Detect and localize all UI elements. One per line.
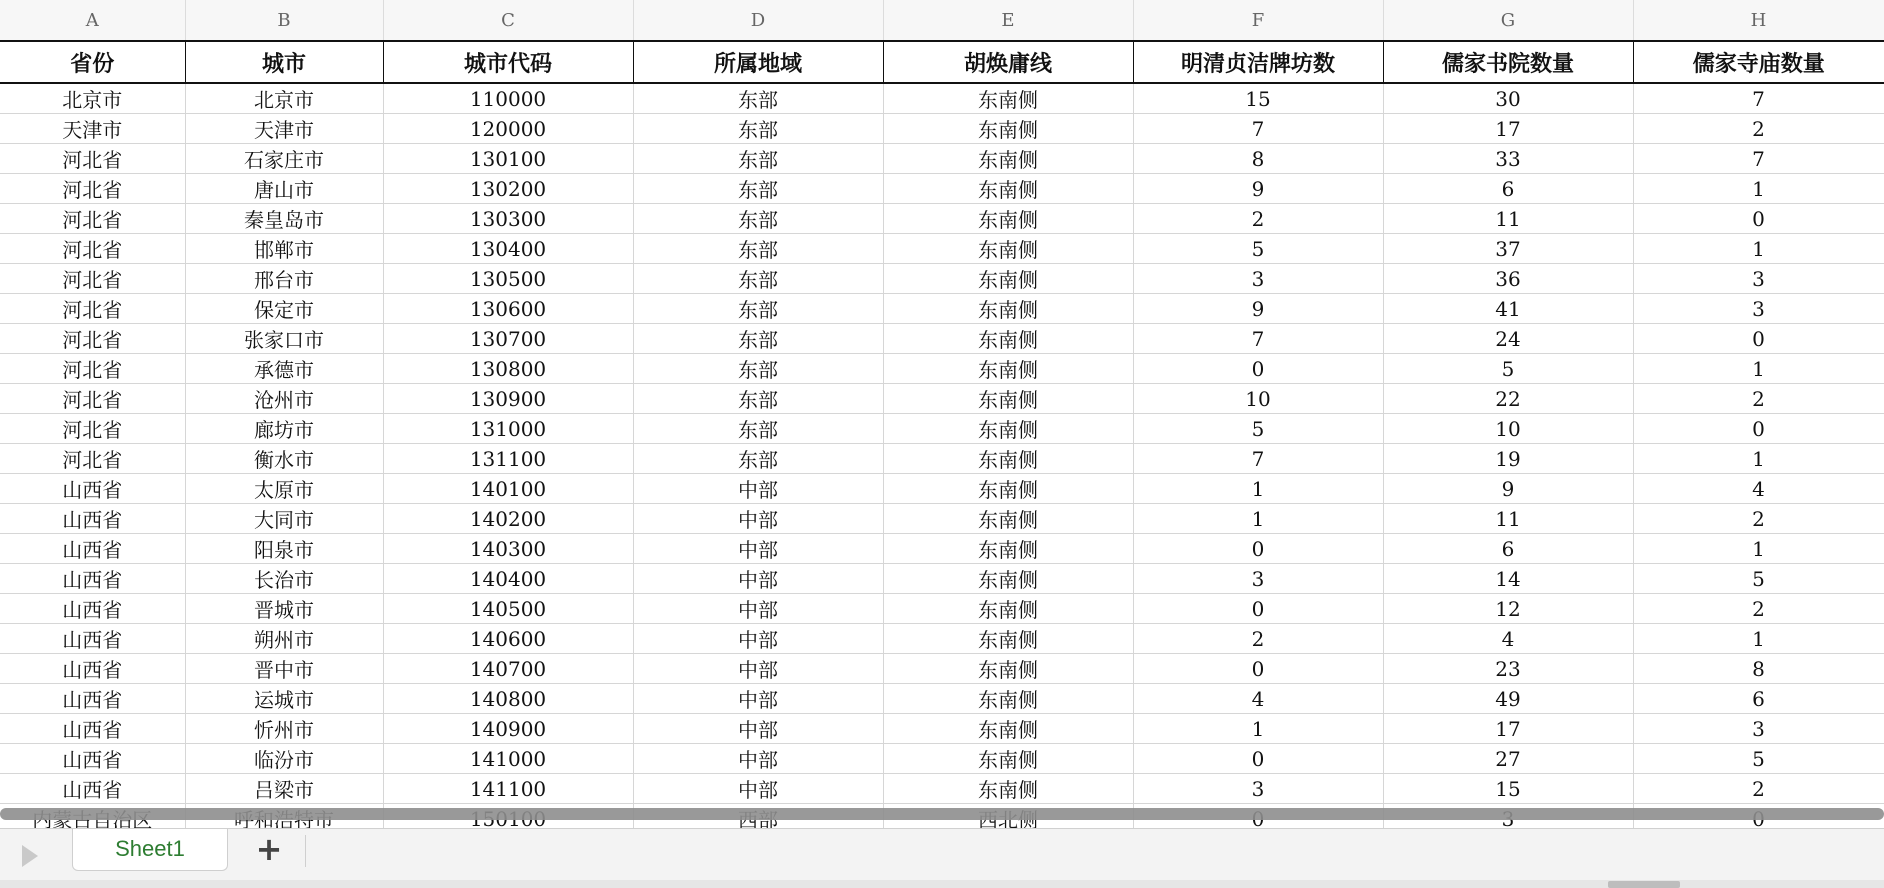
table-row xyxy=(0,264,1884,294)
table-row xyxy=(0,324,1884,354)
table-cell[interactable]: 33 xyxy=(1383,144,1633,174)
table-cell[interactable]: 东南侧 xyxy=(883,144,1133,174)
header-cell[interactable]: 胡焕庸线 xyxy=(883,41,1133,83)
table-cell[interactable]: 东南侧 xyxy=(883,354,1133,384)
table-cell[interactable]: 河北省 xyxy=(0,264,185,294)
table-cell[interactable]: 130600 xyxy=(383,294,633,324)
table-cell[interactable]: 2 xyxy=(1133,624,1383,654)
table-cell[interactable]: 0 xyxy=(1133,354,1383,384)
table-cell[interactable]: 140100 xyxy=(383,474,633,504)
header-cell[interactable]: 儒家寺庙数量 xyxy=(1633,41,1884,83)
table-cell[interactable]: 运城市 xyxy=(185,684,383,714)
table-cell[interactable]: 130100 xyxy=(383,144,633,174)
table-cell[interactable]: 2 xyxy=(1633,774,1884,804)
table-cell[interactable]: 140700 xyxy=(383,654,633,684)
table-cell[interactable]: 东部 xyxy=(633,414,883,444)
table-cell[interactable]: 河北省 xyxy=(0,384,185,414)
table-row xyxy=(0,114,1884,144)
table-cell[interactable]: 东南侧 xyxy=(883,624,1133,654)
table-cell[interactable]: 山西省 xyxy=(0,504,185,534)
table-cell[interactable]: 141000 xyxy=(383,744,633,774)
header-cell[interactable]: 明清贞洁牌坊数 xyxy=(1133,41,1383,83)
table-row xyxy=(0,714,1884,744)
table-cell[interactable]: 120000 xyxy=(383,114,633,144)
table-cell[interactable]: 长治市 xyxy=(185,564,383,594)
table-cell[interactable]: 14 xyxy=(1383,564,1633,594)
table-cell[interactable]: 3 xyxy=(1633,714,1884,744)
table-cell[interactable]: 131000 xyxy=(383,414,633,444)
table-row xyxy=(0,384,1884,414)
table-cell[interactable]: 中部 xyxy=(633,774,883,804)
table-cell[interactable]: 大同市 xyxy=(185,504,383,534)
table-cell[interactable]: 东南侧 xyxy=(883,234,1133,264)
table-cell[interactable]: 1 xyxy=(1133,504,1383,534)
table-cell[interactable]: 110000 xyxy=(383,83,633,114)
table-cell[interactable]: 朔州市 xyxy=(185,624,383,654)
table-cell[interactable]: 24 xyxy=(1383,324,1633,354)
table-cell[interactable]: 27 xyxy=(1383,744,1633,774)
table-cell[interactable]: 东南侧 xyxy=(883,444,1133,474)
window-bottom-scroll-track xyxy=(0,880,1884,888)
table-cell[interactable]: 9 xyxy=(1383,474,1633,504)
table-row xyxy=(0,504,1884,534)
table-row xyxy=(0,294,1884,324)
table-cell[interactable]: 唐山市 xyxy=(185,174,383,204)
table-row xyxy=(0,354,1884,384)
table-cell[interactable]: 140900 xyxy=(383,714,633,744)
table-cell[interactable]: 东部 xyxy=(633,114,883,144)
table-cell[interactable]: 1 xyxy=(1633,174,1884,204)
table-cell[interactable]: 晋城市 xyxy=(185,594,383,624)
table-cell[interactable]: 6 xyxy=(1383,174,1633,204)
table-cell[interactable]: 东部 xyxy=(633,324,883,354)
table-cell[interactable]: 承德市 xyxy=(185,354,383,384)
table-row xyxy=(0,744,1884,774)
table-cell[interactable]: 东南侧 xyxy=(883,384,1133,414)
table-cell[interactable]: 忻州市 xyxy=(185,714,383,744)
table-cell[interactable]: 北京市 xyxy=(185,83,383,114)
table-cell[interactable]: 东部 xyxy=(633,144,883,174)
table-cell[interactable]: 8 xyxy=(1133,144,1383,174)
table-cell[interactable]: 9 xyxy=(1133,174,1383,204)
table-cell[interactable]: 中部 xyxy=(633,684,883,714)
table-row xyxy=(0,414,1884,444)
table-cell[interactable]: 140600 xyxy=(383,624,633,654)
table-cell[interactable]: 3 xyxy=(1133,774,1383,804)
table-cell[interactable]: 河北省 xyxy=(0,204,185,234)
table-cell[interactable]: 中部 xyxy=(633,744,883,774)
table-cell[interactable]: 天津市 xyxy=(0,114,185,144)
table-cell[interactable]: 3 xyxy=(1133,264,1383,294)
table-cell[interactable]: 49 xyxy=(1383,684,1633,714)
table-cell[interactable]: 保定市 xyxy=(185,294,383,324)
table-cell[interactable]: 130700 xyxy=(383,324,633,354)
field-header-row xyxy=(0,41,1884,83)
table-cell[interactable]: 东南侧 xyxy=(883,684,1133,714)
column-letter-h[interactable]: H xyxy=(1633,0,1884,41)
table-cell[interactable]: 山西省 xyxy=(0,774,185,804)
table-cell[interactable]: 7 xyxy=(1133,324,1383,354)
table-cell[interactable]: 10 xyxy=(1133,384,1383,414)
table-cell[interactable]: 5 xyxy=(1383,354,1633,384)
table-cell[interactable]: 36 xyxy=(1383,264,1633,294)
table-cell[interactable]: 5 xyxy=(1133,414,1383,444)
table-cell[interactable]: 15 xyxy=(1133,83,1383,114)
table-cell[interactable]: 8 xyxy=(1633,654,1884,684)
table-cell[interactable]: 130500 xyxy=(383,264,633,294)
table-cell[interactable]: 11 xyxy=(1383,504,1633,534)
table-cell[interactable]: 22 xyxy=(1383,384,1633,414)
horizontal-scrollbar[interactable] xyxy=(0,808,1884,820)
column-letter-f[interactable]: F xyxy=(1133,0,1383,41)
table-cell[interactable]: 晋中市 xyxy=(185,654,383,684)
table-cell[interactable]: 东部 xyxy=(633,384,883,414)
table-cell[interactable]: 2 xyxy=(1133,204,1383,234)
table-cell[interactable]: 15 xyxy=(1383,774,1633,804)
table-cell[interactable]: 山西省 xyxy=(0,744,185,774)
table-cell[interactable]: 130900 xyxy=(383,384,633,414)
table-cell[interactable]: 130200 xyxy=(383,174,633,204)
table-cell[interactable]: 天津市 xyxy=(185,114,383,144)
table-cell[interactable]: 山西省 xyxy=(0,714,185,744)
table-cell[interactable]: 3 xyxy=(1633,264,1884,294)
table-cell[interactable]: 0 xyxy=(1133,534,1383,564)
table-cell[interactable]: 东部 xyxy=(633,294,883,324)
table-cell[interactable]: 140200 xyxy=(383,504,633,534)
table-cell[interactable]: 17 xyxy=(1383,114,1633,144)
table-row xyxy=(0,564,1884,594)
column-letter-c[interactable]: C xyxy=(383,0,633,41)
table-cell[interactable]: 0 xyxy=(1633,204,1884,234)
table-cell[interactable]: 140500 xyxy=(383,594,633,624)
table-cell[interactable]: 张家口市 xyxy=(185,324,383,354)
table-cell[interactable]: 山西省 xyxy=(0,654,185,684)
table-cell[interactable]: 东部 xyxy=(633,444,883,474)
table-cell[interactable]: 东部 xyxy=(633,83,883,114)
table-cell[interactable]: 太原市 xyxy=(185,474,383,504)
table-row xyxy=(0,83,1884,114)
table-cell[interactable]: 东部 xyxy=(633,174,883,204)
table-cell[interactable]: 河北省 xyxy=(0,234,185,264)
table-cell[interactable]: 1 xyxy=(1633,354,1884,384)
table-cell[interactable]: 中部 xyxy=(633,534,883,564)
table-cell[interactable]: 2 xyxy=(1633,594,1884,624)
table-cell[interactable]: 临汾市 xyxy=(185,744,383,774)
table-cell[interactable]: 30 xyxy=(1383,83,1633,114)
table-cell[interactable]: 东南侧 xyxy=(883,174,1133,204)
table-cell[interactable]: 4 xyxy=(1133,684,1383,714)
table-cell[interactable]: 东南侧 xyxy=(883,83,1133,114)
table-cell[interactable]: 12 xyxy=(1383,594,1633,624)
table-cell[interactable]: 4 xyxy=(1383,624,1633,654)
table-cell[interactable]: 10 xyxy=(1383,414,1633,444)
table-cell[interactable]: 阳泉市 xyxy=(185,534,383,564)
table-cell[interactable]: 东南侧 xyxy=(883,744,1133,774)
table-cell[interactable]: 141100 xyxy=(383,774,633,804)
table-cell[interactable]: 0 xyxy=(1133,744,1383,774)
table-cell[interactable]: 1 xyxy=(1133,714,1383,744)
table-row xyxy=(0,444,1884,474)
sheet-tab-bar xyxy=(0,828,1884,880)
table-cell[interactable]: 2 xyxy=(1633,114,1884,144)
table-row xyxy=(0,594,1884,624)
table-cell[interactable]: 山西省 xyxy=(0,594,185,624)
table-cell[interactable]: 吕梁市 xyxy=(185,774,383,804)
column-letter-a[interactable]: A xyxy=(0,0,185,41)
table-cell[interactable]: 中部 xyxy=(633,714,883,744)
table-cell[interactable]: 河北省 xyxy=(0,444,185,474)
table-cell[interactable]: 东南侧 xyxy=(883,264,1133,294)
table-cell[interactable]: 7 xyxy=(1633,144,1884,174)
table-cell[interactable]: 0 xyxy=(1133,654,1383,684)
table-row xyxy=(0,474,1884,504)
tab-divider xyxy=(305,835,306,867)
table-cell[interactable]: 东南侧 xyxy=(883,714,1133,744)
table-cell[interactable]: 东南侧 xyxy=(883,474,1133,504)
table-cell[interactable]: 河北省 xyxy=(0,174,185,204)
table-cell[interactable]: 东南侧 xyxy=(883,114,1133,144)
table-cell[interactable]: 2 xyxy=(1633,504,1884,534)
table-cell[interactable]: 17 xyxy=(1383,714,1633,744)
table-cell[interactable]: 1 xyxy=(1133,474,1383,504)
table-cell[interactable]: 衡水市 xyxy=(185,444,383,474)
table-cell[interactable]: 东南侧 xyxy=(883,414,1133,444)
table-cell[interactable]: 1 xyxy=(1633,444,1884,474)
table-row xyxy=(0,534,1884,564)
table-cell[interactable]: 山西省 xyxy=(0,624,185,654)
table-cell[interactable]: 中部 xyxy=(633,504,883,534)
table-cell[interactable]: 6 xyxy=(1383,534,1633,564)
table-cell[interactable]: 东南侧 xyxy=(883,294,1133,324)
table-cell[interactable]: 11 xyxy=(1383,204,1633,234)
table-cell[interactable]: 东部 xyxy=(633,354,883,384)
header-cell[interactable]: 所属地域 xyxy=(633,41,883,83)
table-cell[interactable]: 中部 xyxy=(633,624,883,654)
table-cell[interactable]: 邢台市 xyxy=(185,264,383,294)
table-cell[interactable]: 19 xyxy=(1383,444,1633,474)
table-cell[interactable]: 东南侧 xyxy=(883,204,1133,234)
table-cell[interactable]: 7 xyxy=(1133,114,1383,144)
table-row xyxy=(0,684,1884,714)
column-letter-g[interactable]: G xyxy=(1383,0,1633,41)
table-cell[interactable]: 1 xyxy=(1633,234,1884,264)
header-cell[interactable]: 城市 xyxy=(185,41,383,83)
table-cell[interactable]: 河北省 xyxy=(0,324,185,354)
table-cell[interactable]: 东部 xyxy=(633,204,883,234)
table-cell[interactable]: 山西省 xyxy=(0,564,185,594)
window-bottom-scroll-thumb[interactable] xyxy=(1608,881,1680,888)
table-cell[interactable]: 中部 xyxy=(633,594,883,624)
table-row xyxy=(0,774,1884,804)
sheet-tab-sheet1[interactable]: Sheet1 xyxy=(72,829,228,871)
table-cell[interactable]: 37 xyxy=(1383,234,1633,264)
table-cell[interactable]: 邯郸市 xyxy=(185,234,383,264)
table-cell[interactable]: 东部 xyxy=(633,264,883,294)
table-cell[interactable]: 6 xyxy=(1633,684,1884,714)
column-letter-d[interactable]: D xyxy=(633,0,883,41)
table-cell[interactable]: 东南侧 xyxy=(883,594,1133,624)
table-cell[interactable]: 中部 xyxy=(633,654,883,684)
table-cell[interactable]: 1 xyxy=(1633,624,1884,654)
table-cell[interactable]: 东南侧 xyxy=(883,774,1133,804)
table-cell[interactable]: 9 xyxy=(1133,294,1383,324)
table-row xyxy=(0,654,1884,684)
column-letter-b[interactable]: B xyxy=(185,0,383,41)
table-cell[interactable]: 东南侧 xyxy=(883,534,1133,564)
table-cell[interactable]: 140800 xyxy=(383,684,633,714)
table-row xyxy=(0,174,1884,204)
table-cell[interactable]: 0 xyxy=(1133,594,1383,624)
table-cell[interactable]: 东南侧 xyxy=(883,504,1133,534)
table-row xyxy=(0,234,1884,264)
table-cell[interactable]: 沧州市 xyxy=(185,384,383,414)
table-row xyxy=(0,204,1884,234)
table-cell[interactable]: 河北省 xyxy=(0,354,185,384)
table-cell[interactable]: 北京市 xyxy=(0,83,185,114)
table-cell[interactable]: 中部 xyxy=(633,564,883,594)
table-cell[interactable]: 140300 xyxy=(383,534,633,564)
play-triangle-icon[interactable] xyxy=(22,845,38,867)
table-cell[interactable]: 23 xyxy=(1383,654,1633,684)
table-cell[interactable]: 山西省 xyxy=(0,474,185,504)
table-cell[interactable]: 东南侧 xyxy=(883,654,1133,684)
table-row xyxy=(0,144,1884,174)
table-cell[interactable]: 东南侧 xyxy=(883,324,1133,354)
table-cell[interactable]: 0 xyxy=(1633,324,1884,354)
column-letter-header xyxy=(0,0,1884,41)
table-cell[interactable]: 140400 xyxy=(383,564,633,594)
table-cell[interactable]: 131100 xyxy=(383,444,633,474)
column-letter-e[interactable]: E xyxy=(883,0,1133,41)
table-cell[interactable]: 5 xyxy=(1633,564,1884,594)
table-cell[interactable]: 河北省 xyxy=(0,144,185,174)
header-cell[interactable]: 儒家书院数量 xyxy=(1383,41,1633,83)
table-cell[interactable]: 中部 xyxy=(633,474,883,504)
table-cell[interactable]: 1 xyxy=(1633,534,1884,564)
table-cell[interactable]: 4 xyxy=(1633,474,1884,504)
table-cell[interactable]: 0 xyxy=(1633,414,1884,444)
table-cell[interactable]: 3 xyxy=(1133,564,1383,594)
table-cell[interactable]: 秦皇岛市 xyxy=(185,204,383,234)
header-cell[interactable]: 省份 xyxy=(0,41,185,83)
table-cell[interactable]: 河北省 xyxy=(0,294,185,324)
table-cell[interactable]: 山西省 xyxy=(0,534,185,564)
table-cell[interactable]: 5 xyxy=(1133,234,1383,264)
table-row xyxy=(0,624,1884,654)
table-cell[interactable]: 130800 xyxy=(383,354,633,384)
table-cell[interactable]: 山西省 xyxy=(0,684,185,714)
table-cell[interactable]: 河北省 xyxy=(0,414,185,444)
table-cell[interactable]: 东南侧 xyxy=(883,564,1133,594)
table-cell[interactable]: 5 xyxy=(1633,744,1884,774)
table-cell[interactable]: 东部 xyxy=(633,234,883,264)
plus-icon[interactable]: + xyxy=(255,830,283,868)
table-cell[interactable]: 3 xyxy=(1633,294,1884,324)
table-cell[interactable]: 41 xyxy=(1383,294,1633,324)
table-cell[interactable]: 130300 xyxy=(383,204,633,234)
table-cell[interactable]: 石家庄市 xyxy=(185,144,383,174)
header-cell[interactable]: 城市代码 xyxy=(383,41,633,83)
table-cell[interactable]: 7 xyxy=(1133,444,1383,474)
table-cell[interactable]: 2 xyxy=(1633,384,1884,414)
table-cell[interactable]: 130400 xyxy=(383,234,633,264)
table-cell[interactable]: 7 xyxy=(1633,83,1884,114)
table-cell[interactable]: 廊坊市 xyxy=(185,414,383,444)
